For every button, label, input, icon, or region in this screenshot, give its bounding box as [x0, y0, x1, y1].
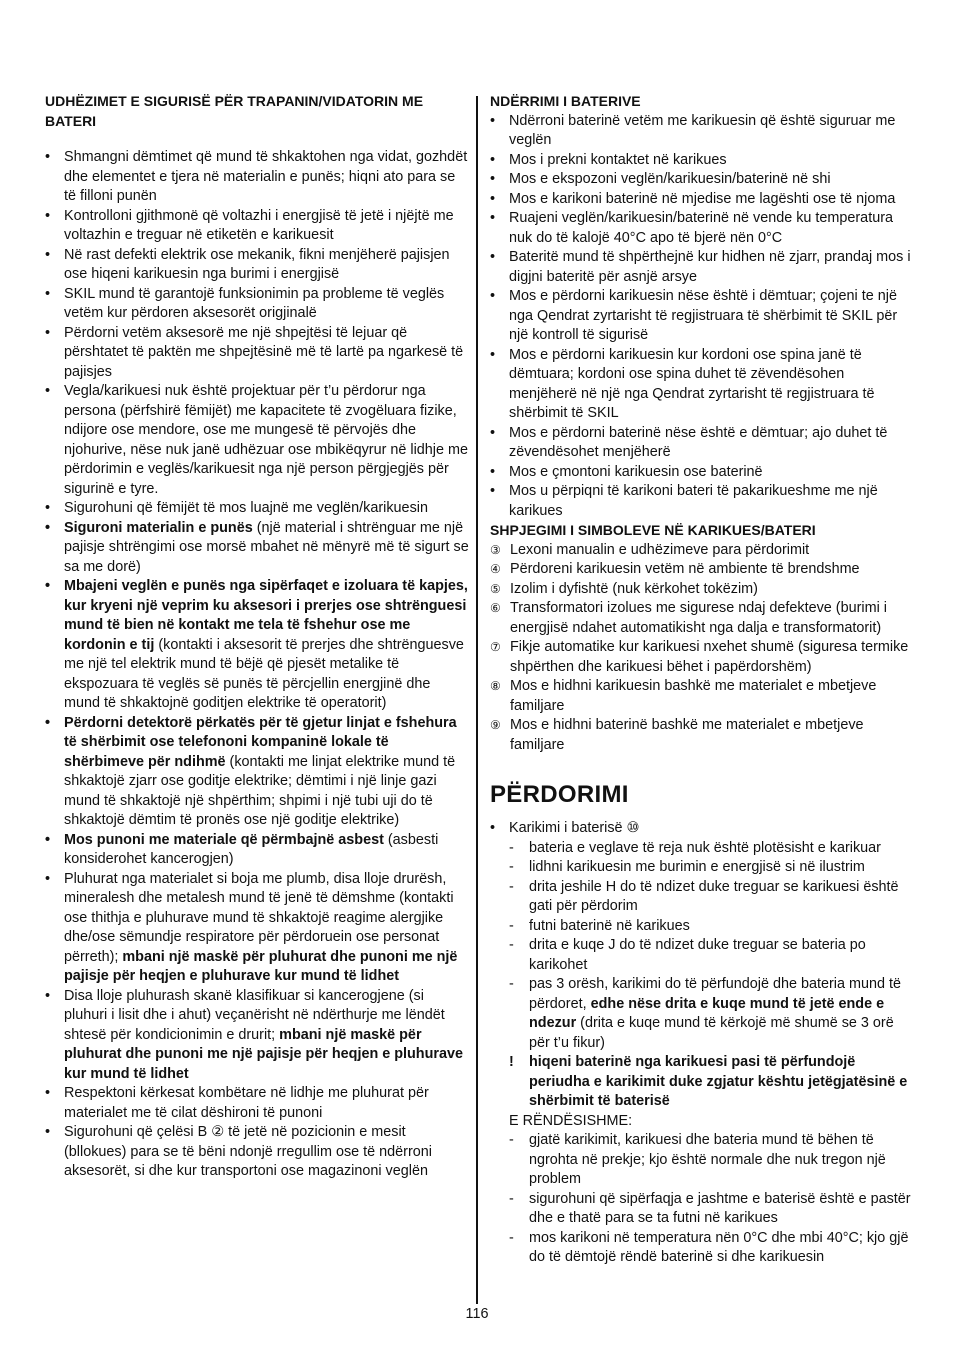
right-column [490, 92, 915, 1268]
step-item: - drita jeshile H do të ndizet duke treguar se karikuesi është gati për përdorim [509, 878, 899, 914]
safety-list [45, 148, 470, 1182]
step-item: - drita e kuqe J do të ndizet duke treguar se bateria po karikohet [509, 937, 866, 973]
list-item: • Mos e përdorni karikuesin nëse është i dëmtuar; çojeni te një nga Qendrat zyrtarisht të regjistruara të shërbimit të SKIL për një kontroll të sigurisë [490, 288, 898, 343]
important-list [490, 1131, 915, 1268]
list-item: • Sigurohuni që çelësi B ② të jetë në pozicionin e mesit (bllokues) para se të bëni ndonjë rregullim ose të ndërroni aksesorët, si dhe kur transportoni ose magazinoni veglën [45, 1124, 432, 1179]
symbol-item: ⑥ Transformatori izolues me sigurese ndaj defekteve (burimi i energjisë ndahet automatikisht nga dalja e transformatorit) [490, 600, 887, 636]
symbol-item: ③ Lexoni manualin e udhëzimeve para përdorimit [490, 541, 810, 558]
list-item: • Bateritë mund të shpërthejnë kur hidhen në zjarr, prandaj mos i digjni bateritë për asnjë arsye [490, 249, 911, 285]
list-item: • Mos e çmontoni karikuesin ose baterinë [490, 463, 763, 480]
usage-list [490, 819, 915, 839]
section-title: PËRDORIMI [490, 781, 629, 808]
step-item: - pas 3 orësh, karikimi do të përfundojë dhe bateria mund të përdoret, edhe nëse drita e kuqe mund të jetë ende e ndezur (drita e kuqe mund të kërkojë më shumë se 3 orë për t’u fikur) [509, 976, 901, 1051]
symbol-item: ⑦ Fikje automatike kur karikuesi nxehet shumë (siguresa termike shpërthen dhe karikuesi bëhet i papërdorshëm) [490, 639, 909, 675]
list-item: • Përdorni vetëm aksesorë me një shpejtësi të lejuar që përshtatet të paktën me shpejtësinë më të lartë pa ngarkesë të pajisjes [45, 324, 464, 380]
step-item: - bateria e veglave të reja nuk është plotësisht e karikuar [509, 839, 881, 856]
list-item: • SKIL mund të garantojë funksionimin pa probleme të veglës vetëm kur përdoren aksesorët origjinalë [45, 285, 445, 321]
symbol-item: ⑧ Mos e hidhni karikuesin bashkë me materialet e mbetjeve familjare [490, 678, 877, 714]
important-label: E RËNDËSISHME: [509, 1112, 633, 1129]
list-item: • Mos u përpiqni të karikoni bateri të pakarikueshme me një karikues [490, 483, 878, 519]
page-number: 116 [465, 1306, 489, 1322]
column-divider [476, 96, 478, 1304]
list-item: • Mbajeni veglën e punës nga sipërfaqet e izoluara të kapjes, kur kryeni një veprim ku aksesori i prerjes ose shtrënguesi mund të bien në kontakt me tela të fshehur ose me kordonin e tij (kontakti i aksesorit të prerjes dhe shtrënguesve me një tel elektrik mund të bëjë që pjesët metalike të ekspozuara të veglës së punës të përcjellin energjinë dhe mund të shkaktojnë goditjen elektrike të operatorit) [45, 578, 468, 711]
list-item: • Disa lloje pluhurash skanë klasifikuar si kancerogjene (si pluhuri i lisit dhe i ahut) veçanërisht në ndërthurje me lëndët shtesë për kondicionimin e drurit; mbani një maskë për pluhurat dhe punoni me një pajisje për heqjen e pluhurave kur mund të lidhet [45, 987, 464, 1082]
list-item: • Mos punoni me materiale që përmbajnë asbest (asbesti konsiderohet kancerogjen) [45, 831, 439, 867]
step-item: - mos karikoni në temperatura nën 0°C dhe mbi 40°C; kjo gjë do të dëmtojë rëndë baterinë si dhe karikuesin [509, 1229, 909, 1265]
list-item: • Mos e ekspozoni veglën/karikuesin/baterinë në shi [490, 171, 831, 187]
step-item: - gjatë karikimit, karikuesi dhe bateria mund të bëhen të ngrohta në prekje; kjo është normale dhe nuk tregon një problem [509, 1132, 886, 1187]
symbol-item: ⑤ Izolim i dyfishtë (nuk kërkohet tokëzim) [490, 580, 758, 597]
symbol-item: ⑨ Mos e hidhni baterinë bashkë me materialet e mbetjeve familjare [490, 717, 864, 753]
symbols-heading: SHPJEGIMI I SIMBOLEVE NË KARIKUES/BATERI [490, 522, 816, 538]
safety-heading: UDHËZIMET E SIGURISË PËR TRAPANIN/VIDATORIN ME BATERI [45, 93, 424, 129]
list-item: • Kontrolloni gjithmonë që voltazhi i energjisë të jetë i njëjtë me voltazhin e treguar në etiketën e karikuesit [45, 207, 454, 243]
list-item: • Në rast defekti elektrik ose mekanik, fikni menjëherë pajisjen ose hiqeni karikuesin nga burimi i energjisë [45, 246, 450, 282]
charge-steps [490, 839, 915, 1112]
list-item: • Karikimi i baterisë ⑩ [490, 820, 640, 836]
battery-heading: NDËRRIMI I BATERIVE [490, 93, 641, 109]
step-item: - futni baterinë në karikues [509, 917, 690, 934]
list-item: • Ndërroni baterinë vetëm me karikuesin që është siguruar me veglën [490, 112, 896, 148]
list-item: • Siguroni materialin e punës (një material i shtrënguar me një pajisje shtrëngimi ose morsë mbahet në mënyrë më të sigurt se sa me dorë) [45, 519, 469, 575]
list-item: • Mos e përdorni baterinë nëse është e dëmtuar; ajo duhet të zëvendësohet menjëherë [490, 424, 888, 460]
list-item: • Mos e përdorni karikuesin kur kordoni ose spina janë të dëmtuara; kordoni ose spina duhet të zëvendësohen menjëherë në një nga Qendrat zyrtarisht të regjistruara të shërbimit të SKIL [490, 346, 875, 421]
list-item: • Pluhurat nga materialet si boja me plumb, disa lloje drurësh, mineralesh dhe metalesh mund të jenë të dëmshme (kontakti ose thithja e pluhurave mund të shkaktojë reagime alergjike dhe/ose sëmundje respiratore për përdoruein ose personat përreth); mbani një maskë për pluhurat dhe punoni me një pajisje për heqjen e pluhurave kur mund të lidhet [45, 870, 458, 984]
list-item: • Shmangni dëmtimet që mund të shkaktohen nga vidat, gozhdët dhe elementet e tjera në materialin e punës; hiqni ato para se të filloni punën [45, 149, 468, 204]
list-item: • Mos e karikoni baterinë në mjedise me lagështi ose të njoma [490, 190, 896, 207]
battery-list [490, 112, 915, 522]
step-item: - lidhni karikuesin me burimin e energjisë si në ilustrim [509, 859, 865, 875]
list-item: • Ruajeni veglën/karikuesin/baterinë në vende ku temperatura nuk do të kalojë 40°C apo të bjerë nën 0°C [490, 210, 893, 246]
step-item: - sigurohuni që sipërfaqja e jashtme e baterisë është e pastër dhe e thatë para se ta futni në karikues [509, 1190, 911, 1226]
list-item: • Mos i prekni kontaktet në karikues [490, 151, 727, 168]
list-item: • Sigurohuni që fëmijët të mos luajnë me veglën/karikuesin [45, 500, 428, 516]
symbol-item: ④ Përdoreni karikuesin vetëm në ambiente të brendshme [490, 561, 860, 577]
warning-item: ! hiqeni baterinë nga karikuesi pasi të përfundojë periudha e karikimit duke zgjatur kështu jetëgjatësinë e shërbimit të baterisë [509, 1054, 908, 1109]
list-item: • Respektoni kërkesat kombëtare në lidhje me pluhurat për materialet me të cilat dëshironi të punoni [45, 1085, 429, 1121]
left-column [45, 92, 470, 1182]
symbols-list [490, 541, 915, 756]
list-item: • Përdorni detektorë përkatës për të gjetur linjat e fshehura të shërbimit ose telefononi kompaninë lokale të shërbimeve për ndihmë (kontakti me linjat elektrike mund të shkaktojë zjarr ose goditje elektrike; dëmtimi i një linje gazi mund të shkaktojë një shpërthim; shpimi i një tubi uji do të shkaktojë dëmtim të pronës ose një goditje elektrike) [45, 714, 457, 828]
list-item: • Vegla/karikuesi nuk është projektuar për t’u përdorur nga persona (përfshirë fëmijët) me kapacitete të zvogëluara fizike, ndijore ose mendore, ose me mungesë të përvojës dhe njohurive, nëse nuk janë udhëzuar ose mbikëqyrur në lidhje me përdorimin e veglës/karikuesit nga një person përgjegjës për sigurinë e tyre. [45, 383, 468, 497]
